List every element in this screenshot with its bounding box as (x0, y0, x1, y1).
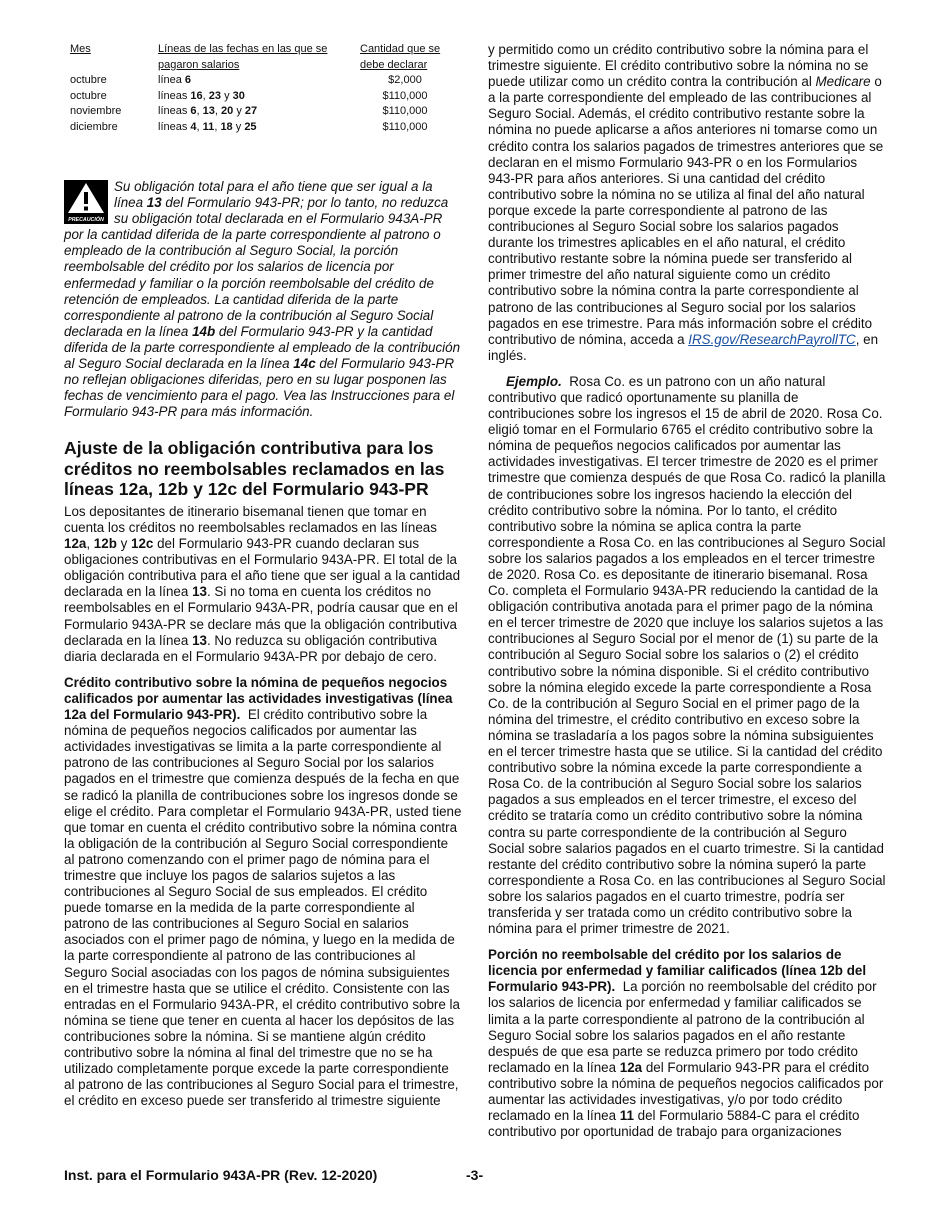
cell-lineas: líneas 16, 23 y 30 (158, 89, 245, 102)
caution-label: PRECAUCIÓN (68, 217, 104, 223)
cell-lineas: líneas 6, 13, 20 y 27 (158, 105, 258, 117)
header-lineas: Líneas de las fechas en las que se pagaron salarios (158, 43, 328, 71)
research-credit-paragraph: Crédito contributivo sobre la nómina de pequeños negocios calificados por aumentar las actividades investigativas (línea 12a del Formulario 943-PR). El crédito contributivo sobre la nómina de pequeños negocios calificados por aumentar las actividades investigativas se limita a la parte correspondiente al patrono de las contribuciones al Seguro Social por los salarios pagados en el trimestre que comienza después de la fecha en que se radicó la planilla de contribuciones sobre los ingresos donde se elige el crédito. Para completar el Formulario 943A-PR, usted tiene que tomar en cuenta el crédito contributivo sobre la nómina contra la obligación de la contribución al Seguro Social correspondiente al patrono comenzando con el primer pago de nómina para el trimestre que incluye los pagos de salarios sujetos a las contribuciones al Seguro Social de sus empleados. El crédito puede tomarse en la medida de la parte correspondiente al patrono de las contribuciones al Seguro Social en salarios asociados con el primer pago de nómina, y luego en la medida de la parte correspondiente al patrono de las contribuciones al Seguro Social asociadas con los pagos de nómina subsiguientes en el trimestre hasta que se utilice el crédito. Consistente con las entradas en el Formulario 943A-PR, el crédito contributivo sobre la nómina se tiene que tener en cuenta al hacer los depósitos de las contribuciones sobre la nómina. Si se mantiene algún crédito contributivo sobre la nómina al final del trimestre que no se ha utilizado completamente porque excede la parte correspondiente al patrono de las contribuciones al Seguro Social para el trimestre, el crédito en exceso puede ser transferido al trimestre siguiente (64, 674, 462, 1109)
header-cantidad: Cantidad que se debe declarar (360, 43, 441, 71)
continuation-paragraph: y permitido como un crédito contributivo sobre la nómina para el trimestre siguiente. El crédito contributivo sobre la nómina no se puede utilizar como un crédito contra la contribución al Medicare o a la parte correspondiente del empleado de las contribuciones al Seguro Social. Además, el crédito contributivo restante sobre la nómina no puede aplicarse a años anteriores ni tomarse como un crédito contra los salarios pagados de trimestres anteriores que se declaran en el mismo Formulario 943-PR o en los Formularios 943-PR para años anteriores. Si una cantidad del crédito contributivo sobre la nómina no se utiliza al final del año natural porque excede la parte correspondiente al patrono de las contribuciones al Seguro Social sobre los salarios pagados durante los trimestres aplicables en el año natural, el crédito contributivo restante sobre la nómina puede ser transferido al primer trimestre del año natural siguiente como un crédito contributivo sobre la nómina contra la parte correspondiente al patrono de las contribuciones al Seguro social por los salarios pagados en ese trimestre. Para más información sobre el crédito contributivo de nómina, acceda a IRS.gov/ResearchPayrollTC, en inglés. (488, 42, 884, 363)
table-header-row (70, 42, 450, 73)
sick-family-leave-paragraph: Porción no reembolsable del crédito por los salarios de licencia por enfermedad y familiar calificados (línea 12b del Formulario 943-PR). La porción no reembolsable del crédito por los salarios de licencia por enfermedad y familiar calificados se limita a la parte correspondiente al patrono de la contribución al Seguro Social sobre los salarios pagados en el año restante después de que esa parte se reduzca primero por todo crédito reclamado en la línea 12a del Formulario 943-PR para el crédito contributivo sobre la nómina de pequeños negocios calificados por aumentar las actividades investigativas, y/o por todo crédito reclamado en la línea 11 del Formulario 5884-C para el crédito contributivo por oportunidad de trabajo para organizaciones (488, 947, 884, 1140)
section-heading: Ajuste de la obligación contributiva para los créditos no reembolsables reclamados en las líneas 12a, 12b y 12c del Formulario 943-PR (64, 438, 445, 500)
footer-page-number: -3- (466, 1167, 484, 1183)
cell-amount: $110,000 (382, 89, 428, 102)
table-row (70, 73, 450, 89)
cell-mes: octubre (70, 74, 107, 86)
cell-amount: $110,000 (382, 105, 428, 117)
caution-text: Su obligación total para el año tiene que ser igual a la línea 13 del Formulario 943-PR; por lo tanto, no reduzca su obligación total declarada en el Formulario 943A-PR por la cantidad diferida de la parte correspondiente al patrono o empleado de la contribución al Seguro Social, la porción reembolsable del crédito por los salarios de licencia por enfermedad y familiar o la porción reembolsable del crédito de retención de empleados. La cantidad diferida de la parte correspondiente al patrono de la contribución al Seguro Social declarada en la línea 14b del Formulario 943-PR y la cantidad diferida de la parte correspondiente al empleado de la contribución al Seguro Social declarada en la línea 14c del Formulario 943-PR no reflejan obligaciones diferidas, pero en su lugar posponen las fechas de vencimiento para el pago. Vea las Instrucciones para el Formulario 943-PR para más información. (64, 179, 461, 420)
adjustment-paragraph: Los depositantes de itinerario bisemanal tienen que tomar en cuenta los créditos no reembolsables reclamados en las líneas 12a, 12b y 12c del Formulario 943-PR cuando declaran sus obligaciones contributivas en el Formulario 943A-PR. El total de la obligación contributiva para el año tiene que ser igual a la cantidad declarada en la línea 13. Si no toma en cuenta los créditos no reembolsables en el Formulario 943A-PR, podría causar que en el Formulario 943A-PR se declare más que la obligación contributiva declarada en la línea 13. No reduzca su obligación contributiva diaria declarada en el Formulario 943A-PR por debajo de cero. (64, 503, 461, 664)
cell-mes: octubre (70, 89, 107, 102)
wage-dates-table (70, 42, 450, 135)
right-column (488, 42, 886, 1140)
cell-lineas: línea 6 (158, 74, 192, 86)
left-column (64, 42, 462, 1109)
research-credit-lead: Crédito contributivo sobre la nómina de pequeños negocios calificados por aumentar las actividades investigativas (línea 12a del Formulario 943-PR). (64, 674, 453, 723)
caution-warning-icon (64, 180, 108, 224)
cell-amount: $110,000 (382, 120, 428, 133)
footer-form-title: Inst. para el Formulario 943A-PR (Rev. 12-2020) (64, 1167, 378, 1183)
cell-mes: noviembre (70, 105, 122, 117)
example-paragraph: Ejemplo. Rosa Co. es un patrono con un año natural contributivo que radicó oportunamente su planilla de contribuciones sobre los ingresos el 15 de abril de 2020. Rosa Co. eligió tomar en el Formulario 6765 el crédito contributivo sobre la nómina de pequeños negocios calificados por aumentar las actividades investigativas. El tercer trimestre de 2020 es el primer trimestre que comienza después de que Rosa Co. radicó la planilla de contribuciones sobre los ingresos haciendo la elección del crédito contributivo sobre la nómina. Por lo tanto, el crédito contributivo sobre la nómina se aplica contra la parte correspondiente a Rosa Co. en las contribuciones al Seguro Social sobre los salarios pagados a los empleados en el tercer trimestre de 2020. Rosa Co. es depositante de itinerario bisemanal. Rosa Co. completa el Formulario 943A-PR reduciendo la cantidad de la obligación contributiva anotada para el primer pago de la nómina en el tercer trimestre de 2020 que incluye los salarios sujetos a las contribuciones al Seguro Social por el menor de (1) su parte de la contribución al Seguro Social sobre los salarios o (2) el crédito contributivo sobre la nómina disponible. Si el crédito contributivo sobre la nómina elegido excede la parte correspondiente a Rosa Co. de la contribución al Seguro Social en el primer pago de la nómina del trimestre, el crédito contributivo en exceso sobre la nómina se trasladaría a los pagos sobre la nómina subsiguientes en el tercer trimestre hasta que se utilice. Si la cantidad del crédito contributivo sobre la nómina excede la parte correspondiente a Rosa Co. de la contribución al Seguro Social sobre los salarios pagados a sus empleados en el tercer trimestre, el exceso del crédito se trataría como un crédito contributivo sobre la nómina contra su parte correspondiente de la contribución al Seguro Social sobre salarios pagados en el cuarto trimestre. Si la cantidad restante del crédito contributivo sobre la nómina superó la parte correspondiente a Rosa Co. en las contribuciones al Seguro Social sobre los salarios pagados en el cuarto trimestre, podría ser transferida y ser tratada como un crédito contributivo sobre la nómina para el primer trimestre de 2021. (488, 373, 886, 937)
cell-lineas: líneas 4, 11, 18 y 25 (158, 120, 257, 133)
cell-amount: $2,000 (388, 74, 422, 86)
header-mes: Mes (70, 43, 91, 55)
table-row (70, 89, 450, 105)
research-payroll-link[interactable]: IRS.gov/ResearchPayrollTC (688, 331, 856, 347)
table-row (70, 104, 450, 120)
example-lead: Ejemplo. (506, 373, 562, 389)
caution-note (64, 179, 462, 420)
table-row (70, 120, 450, 136)
sick-leave-lead: Porción no reembolsable del crédito por los salarios de licencia por enfermedad y familiar calificados (línea 12b del Formulario 943-PR). (488, 947, 867, 995)
cell-mes: diciembre (70, 120, 118, 133)
